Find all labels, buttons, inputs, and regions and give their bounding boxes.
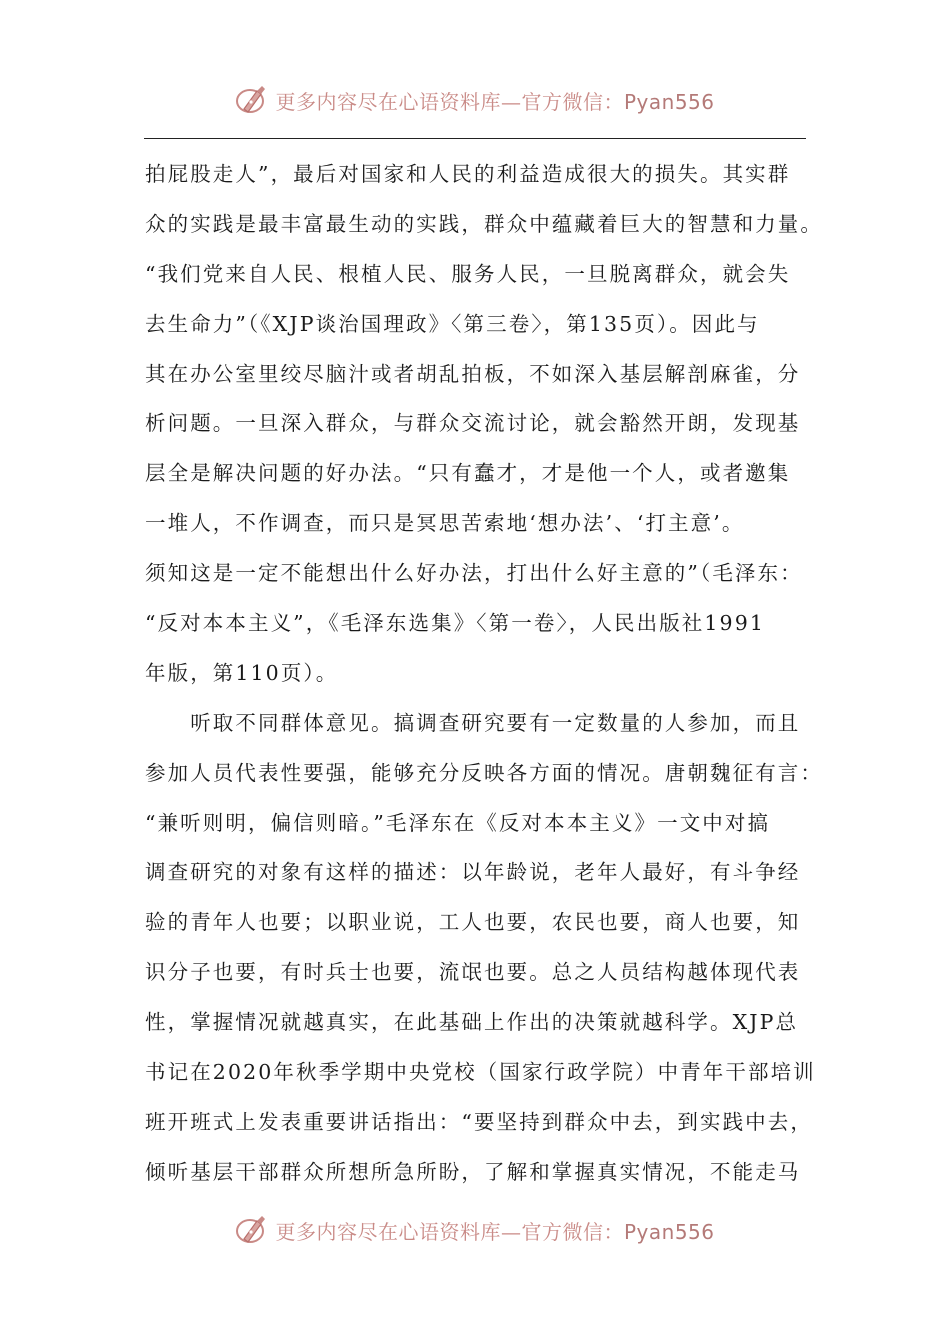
text-line: 一堆人，不作调查，而只是冥思苦索地‘想办法’、‘打主意’。 — [145, 511, 745, 536]
text-line: 性，掌握情况就越真实，在此基础上作出的决策就越科学。XJP总 — [145, 1010, 799, 1035]
footer-wechat-id: Pyan556 — [623, 1219, 715, 1244]
text-line: 层全是解决问题的好办法。“只有蠢才，才是他一个人，或者邀集 — [145, 461, 791, 486]
text-line: 书记在2020年秋季学期中央党校（国家行政学院）中青年干部培训 — [145, 1060, 816, 1085]
header-banner — [0, 78, 950, 122]
document-body — [145, 150, 823, 1198]
pen-nib-logo-icon — [235, 83, 269, 117]
paragraph-start-line: 听取不同群体意见。搞调查研究要有一定数量的人参加，而且 — [145, 710, 801, 735]
text-line: 众的实践是最丰富最生动的实践，群众中蕴藏着巨大的智慧和力量。 — [145, 211, 823, 236]
text-line: 参加人员代表性要强，能够充分反映各方面的情况。唐朝魏征有言： — [145, 760, 823, 785]
footer-banner-text: 更多内容尽在心语资料库—官方微信：Pyan556 — [275, 1219, 715, 1244]
header-banner-text: 更多内容尽在心语资料库—官方微信：Pyan556 — [275, 89, 715, 114]
text-line: “兼听则明，偏信则暗。”毛泽东在《反对本本主义》一文中对搞 — [145, 810, 771, 835]
footer-banner — [0, 1208, 950, 1252]
pen-nib-logo-icon — [235, 1213, 269, 1247]
header-wechat-id: Pyan556 — [623, 89, 715, 114]
text-line: 调查研究的对象有这样的描述：以年龄说，老年人最好，有斗争经 — [145, 860, 801, 885]
text-line: “我们党来自人民、根植人民、服务人民，一旦脱离群众，就会失 — [145, 261, 791, 286]
text-line: 须知这是一定不能想出什么好办法，打出什么好主意的”（毛泽东： — [145, 561, 803, 586]
text-line: 验的青年人也要；以职业说，工人也要，农民也要，商人也要，知 — [145, 910, 801, 935]
text-line: 倾听基层干部群众所想所急所盼，了解和掌握真实情况，不能走马 — [145, 1159, 801, 1184]
text-line: “反对本本主义”，《毛泽东选集》〈第一卷〉，人民出版社1991 — [145, 611, 765, 636]
text-line: 拍屁股走人”，最后对国家和人民的利益造成很大的损失。其实群 — [145, 162, 791, 186]
text-line: 班开班式上发表重要讲话指出：“要坚持到群众中去，到实践中去， — [145, 1109, 813, 1134]
text-line: 去生命力”（《XJP谈治国理政》〈第三卷〉，第135页）。因此与 — [145, 311, 760, 336]
text-line: 识分子也要，有时兵士也要，流氓也要。总之人员结构越体现代表 — [145, 960, 801, 985]
header-divider — [144, 138, 806, 139]
text-line: 其在办公室里绞尽脑汁或者胡乱拍板，不如深入基层解剖麻雀，分 — [145, 361, 801, 386]
text-line: 年版，第110页）。 — [145, 660, 339, 685]
text-line: 析问题。一旦深入群众，与群众交流讨论，就会豁然开朗，发现基 — [145, 411, 801, 436]
